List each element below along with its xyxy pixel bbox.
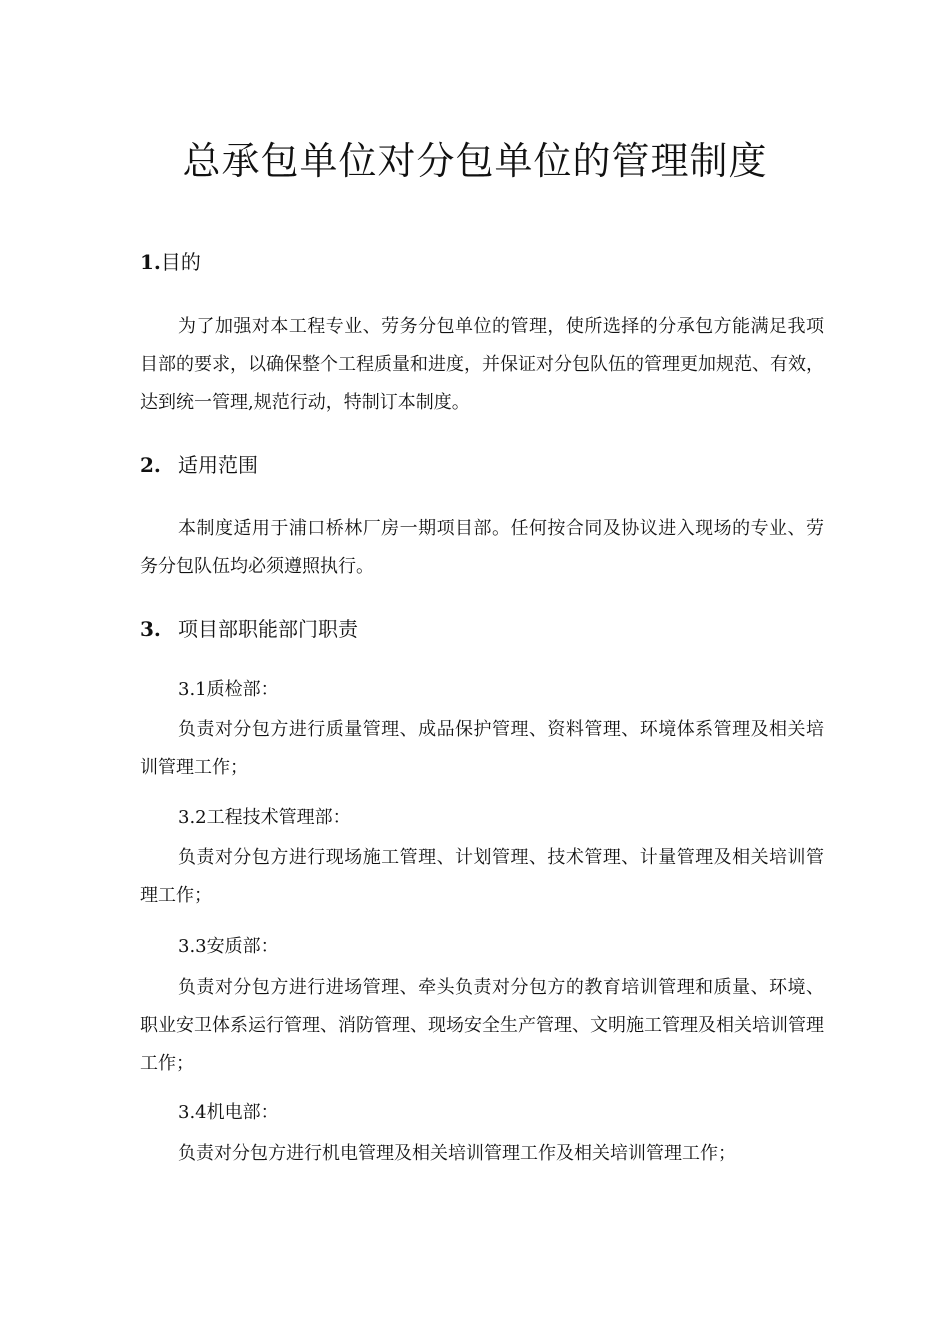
section-2-heading bbox=[140, 451, 258, 479]
subsection-3-1-body: 负责对分包方进行质量管理、成品保护管理、资料管理、环境体系管理及相关培训管理工作； bbox=[140, 719, 824, 778]
subsection-3-4-heading: 3.4机电部： bbox=[178, 1102, 279, 1123]
section-3-number: 3. bbox=[140, 617, 161, 641]
section-3-title: 项目部职能部门职责 bbox=[178, 617, 358, 641]
section-1-body: 为了加强对本工程专业、劳务分包单位的管理，使所选择的分承包方能满足我项目部的要求，以确保整个工程质量和进度，并保证对分包队伍的管理更加规范、有效，达到统一管理,规范行动，特制订本制度。 bbox=[140, 316, 824, 413]
section-1-title: 目的 bbox=[160, 250, 201, 274]
subsection-3-1-heading: 3.1质检部： bbox=[178, 679, 279, 700]
subsection-3-2-heading: 3.2工程技术管理部： bbox=[178, 807, 351, 828]
subsection-3-3-body: 负责对分包方进行进场管理、牵头负责对分包方的教育培训管理和质量、环境、职业安卫体系运行管理、消防管理、现场安全生产管理、文明施工管理及相关培训管理工作； bbox=[140, 977, 824, 1074]
subsection-3-3-heading: 3.3安质部： bbox=[178, 936, 279, 957]
section-1-heading bbox=[140, 248, 201, 276]
section-1-number: 1. bbox=[140, 250, 161, 274]
section-2-number: 2. bbox=[140, 453, 161, 477]
subsection-3-4-body: 负责对分包方进行机电管理及相关培训管理工作及相关培训管理工作； bbox=[178, 1143, 736, 1164]
section-2-title: 适用范围 bbox=[178, 453, 258, 477]
document-title: 总承包单位对分包单位的管理制度 bbox=[182, 139, 768, 183]
section-3-heading bbox=[140, 615, 358, 643]
subsection-3-2-body: 负责对分包方进行现场施工管理、计划管理、技术管理、计量管理及相关培训管理工作； bbox=[140, 847, 824, 906]
section-2-body: 本制度适用于浦口桥林厂房一期项目部。任何按合同及协议进入现场的专业、劳务分包队伍均必须遵照执行。 bbox=[140, 518, 824, 577]
